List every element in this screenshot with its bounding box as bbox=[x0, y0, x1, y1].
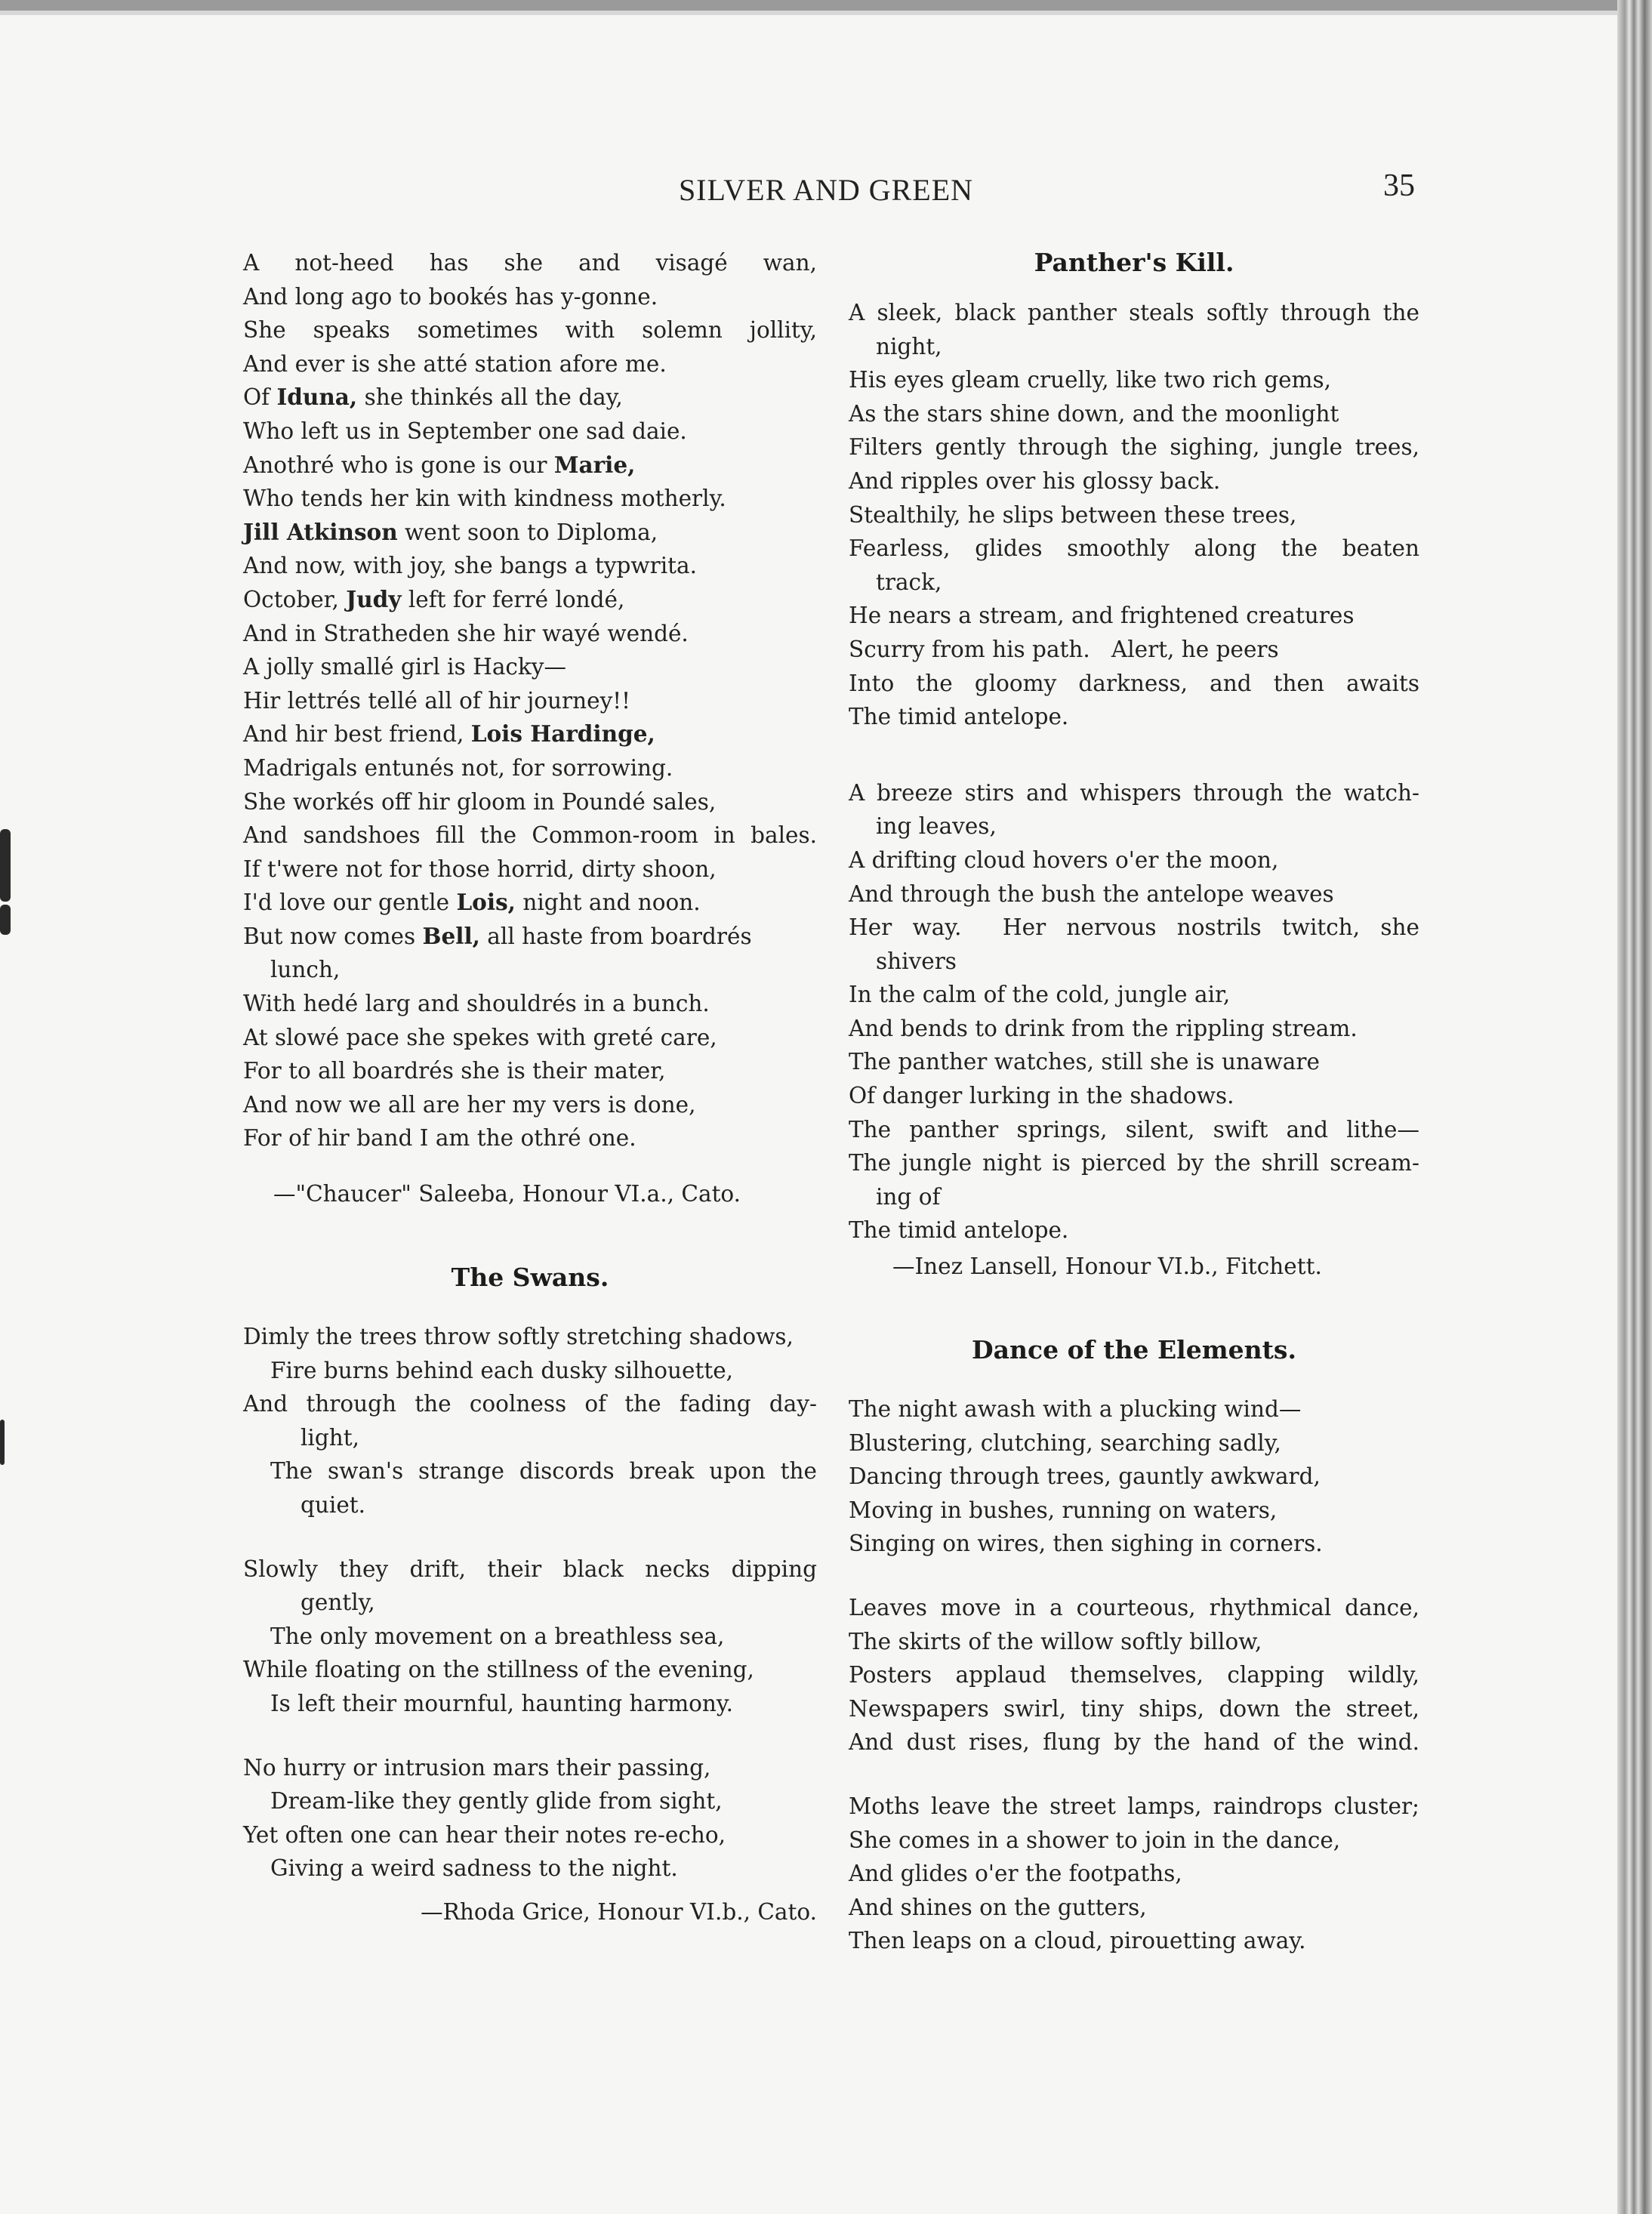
poem-line: Into the gloomy darkness, and then awaits bbox=[849, 670, 1419, 696]
poem-line: Of danger lurking in the shadows. bbox=[849, 1083, 1234, 1109]
poem-line: At slowé pace she spekes with greté care, bbox=[243, 1024, 717, 1050]
binding-mark bbox=[0, 905, 11, 935]
poem-line: Jill Atkinson went soon to Diploma, bbox=[243, 518, 658, 545]
swans-poem bbox=[243, 1255, 817, 1931]
poem-line: Anothré who is gone is our Marie, bbox=[243, 451, 636, 478]
page-top-border bbox=[0, 0, 1652, 11]
poem-line: Yet often one can hear their notes re-echo, bbox=[243, 1821, 726, 1848]
poem-line: No hurry or intrusion mars their passing, bbox=[243, 1754, 711, 1781]
poem-line: And dust rises, flung by the hand of the wind. bbox=[849, 1729, 1419, 1756]
poem-line: She workés off hir gloom in Poundé sales, bbox=[243, 788, 717, 815]
poem-line: Dancing through trees, gauntly awkward, bbox=[849, 1463, 1321, 1490]
poem-line: Madrigals entunés not, for sorrowing. bbox=[243, 754, 673, 781]
poem-line: Slowly they drift, their black necks dipping bbox=[243, 1556, 817, 1582]
poem-line: For to all boardrés she is their mater, bbox=[243, 1058, 666, 1084]
poem-line: Singing on wires, then sighing in corners. bbox=[849, 1531, 1323, 1557]
poem-line: And ripples over his glossy back. bbox=[849, 467, 1221, 494]
poem-line: She speaks sometimes with solemn jollity, bbox=[243, 317, 817, 344]
poem-line: But now comes Bell, all haste from boardrés bbox=[243, 922, 752, 949]
poem-line: Leaves move in a courteous, rhythmical dance, bbox=[849, 1595, 1419, 1620]
poem-line: The timid antelope. bbox=[849, 704, 1069, 730]
poem-line: A drifting cloud hovers o'er the moon, bbox=[849, 846, 1279, 873]
poem-line: October, Judy left for ferré londé, bbox=[243, 585, 625, 612]
poem-title: The Swans. bbox=[451, 1263, 609, 1293]
poem-line: light, bbox=[301, 1424, 359, 1451]
poem-line: Posters applaud themselves, clapping wildly, bbox=[849, 1662, 1419, 1688]
poem-line: Blustering, clutching, searching sadly, bbox=[849, 1429, 1281, 1456]
poem-line: Giving a weird sadness to the night. bbox=[270, 1855, 678, 1882]
poem-line: And long ago to bookés has y-gonne. bbox=[243, 283, 658, 310]
poem-title: Panther's Kill. bbox=[1034, 248, 1234, 277]
poem-line: Of Iduna, she thinkés all the day, bbox=[243, 384, 623, 411]
poem-line: And now we all are her my vers is done, bbox=[243, 1091, 696, 1118]
poem-line: The panther watches, still she is unaware bbox=[849, 1049, 1320, 1075]
poem-line: The only movement on a breathless sea, bbox=[270, 1623, 725, 1649]
poem-line: And bends to drink from the rippling stream. bbox=[849, 1015, 1358, 1041]
page-right-edge bbox=[1617, 0, 1652, 2214]
page-top-shadow bbox=[0, 11, 1652, 15]
poem-line: ing leaves, bbox=[876, 813, 997, 840]
poem-line: She comes in a shower to join in the dance, bbox=[849, 1827, 1341, 1853]
poem-line: track, bbox=[876, 569, 942, 595]
poem-line: And ever is she atté station afore me. bbox=[243, 350, 667, 377]
poem-line: For of hir band I am the othré one. bbox=[243, 1125, 636, 1152]
poem-line: Dream-like they gently glide from sight, bbox=[270, 1788, 723, 1815]
poem-line: gently, bbox=[301, 1590, 375, 1616]
left-column bbox=[243, 246, 817, 1931]
poem-line: In the calm of the cold, jungle air, bbox=[849, 982, 1231, 1008]
poem-line: His eyes gleam cruelly, like two rich gems, bbox=[849, 367, 1332, 393]
panther-poem bbox=[849, 240, 1419, 1285]
page-number: 35 bbox=[1383, 168, 1415, 203]
poem-line: A breeze stirs and whispers through the watch- bbox=[849, 779, 1419, 806]
poem-line: I'd love our gentle Lois, night and noon. bbox=[243, 889, 701, 916]
poem-line: And sandshoes fill the Common-room in bales. bbox=[243, 822, 817, 849]
poem-line: Moving in bushes, running on waters, bbox=[849, 1497, 1278, 1523]
poem-title: Dance of the Elements. bbox=[972, 1335, 1296, 1365]
running-header: SILVER AND GREEN bbox=[678, 173, 974, 207]
poem-line: If t'were not for those horrid, dirty shoon, bbox=[243, 856, 717, 882]
poem-line: Stealthily, he slips between these trees, bbox=[849, 501, 1297, 528]
poem-line: Then leaps on a cloud, pirouetting away. bbox=[849, 1928, 1306, 1954]
poem-line: Her way. Her nervous nostrils twitch, she bbox=[849, 914, 1419, 941]
poem-line: shivers bbox=[876, 948, 957, 974]
poem-line: And through the bush the antelope weaves bbox=[849, 880, 1334, 907]
poem-line: As the stars shine down, and the moonlight bbox=[849, 400, 1339, 427]
poem-line: quiet. bbox=[301, 1492, 366, 1518]
poem-line: The timid antelope. bbox=[849, 1217, 1069, 1244]
poem-line: The skirts of the willow softly billow, bbox=[849, 1628, 1262, 1654]
poem-line: Newspapers swirl, tiny ships, down the street, bbox=[849, 1695, 1419, 1722]
poem-line: With hedé larg and shouldrés in a bunch. bbox=[243, 991, 710, 1017]
poem-line: Filters gently through the sighing, jungle trees, bbox=[849, 434, 1419, 461]
binding-mark bbox=[0, 829, 11, 902]
poem-line: The jungle night is pierced by the shrill scream- bbox=[849, 1150, 1419, 1176]
poem-line: He nears a stream, and frightened creatures bbox=[849, 603, 1355, 629]
poem-line: The night awash with a plucking wind— bbox=[849, 1396, 1302, 1423]
poem-line: A not-heed has she and visagé wan, bbox=[243, 250, 817, 276]
poem-line: The swan's strange discords break upon the bbox=[270, 1458, 817, 1485]
poem-line: A jolly smallé girl is Hacky— bbox=[243, 654, 566, 680]
poem-line: Who tends her kin with kindness motherly. bbox=[243, 486, 726, 512]
poem-line: Fire burns behind each dusky silhouette, bbox=[270, 1357, 734, 1383]
poem-attribution: —Rhoda Grice, Honour VI.b., Cato. bbox=[421, 1898, 817, 1925]
poem-line: While floating on the stillness of the evening, bbox=[243, 1657, 754, 1683]
poem-line: night, bbox=[876, 333, 942, 359]
poem-attribution: —Inez Lansell, Honour VI.b., Fitchett. bbox=[892, 1253, 1322, 1280]
poem-line: Fearless, glides smoothly along the beaten bbox=[849, 535, 1419, 562]
poem-line: Scurry from his path. Alert, he peers bbox=[849, 636, 1279, 662]
poem-line: Moths leave the street lamps, raindrops cluster; bbox=[849, 1793, 1419, 1819]
poem-line: The panther springs, silent, swift and lithe— bbox=[849, 1116, 1419, 1142]
binding-mark bbox=[0, 1420, 5, 1465]
poem-line: Is left their mournful, haunting harmony. bbox=[270, 1690, 734, 1716]
poem-line: lunch, bbox=[270, 957, 341, 983]
poem-line: And now, with joy, she bangs a typwrita. bbox=[243, 553, 697, 579]
poem-line: And through the coolness of the fading day- bbox=[243, 1391, 817, 1417]
poem-line: A sleek, black panther steals softly through the bbox=[849, 300, 1419, 325]
poem-line: And glides o'er the footpaths, bbox=[849, 1861, 1182, 1887]
poem-line: And in Stratheden she hir wayé wendé. bbox=[243, 620, 689, 646]
poem-line: Hir lettrés tellé all of hir journey!! bbox=[243, 687, 630, 714]
poem-line: Dimly the trees throw softly stretching shadows, bbox=[243, 1324, 794, 1350]
poem-attribution: —"Chaucer" Saleeba, Honour VI.a., Cato. bbox=[273, 1181, 741, 1207]
right-column bbox=[849, 240, 1419, 1958]
poem-line: ing of bbox=[876, 1183, 941, 1210]
poem-line: And shines on the gutters, bbox=[849, 1894, 1147, 1920]
poem-line: And hir best friend, Lois Hardinge, bbox=[243, 720, 655, 748]
poem-line: Who left us in September one sad daie. bbox=[243, 418, 687, 444]
chaucer-poem bbox=[243, 246, 817, 1213]
dance-poem bbox=[849, 1327, 1419, 1958]
